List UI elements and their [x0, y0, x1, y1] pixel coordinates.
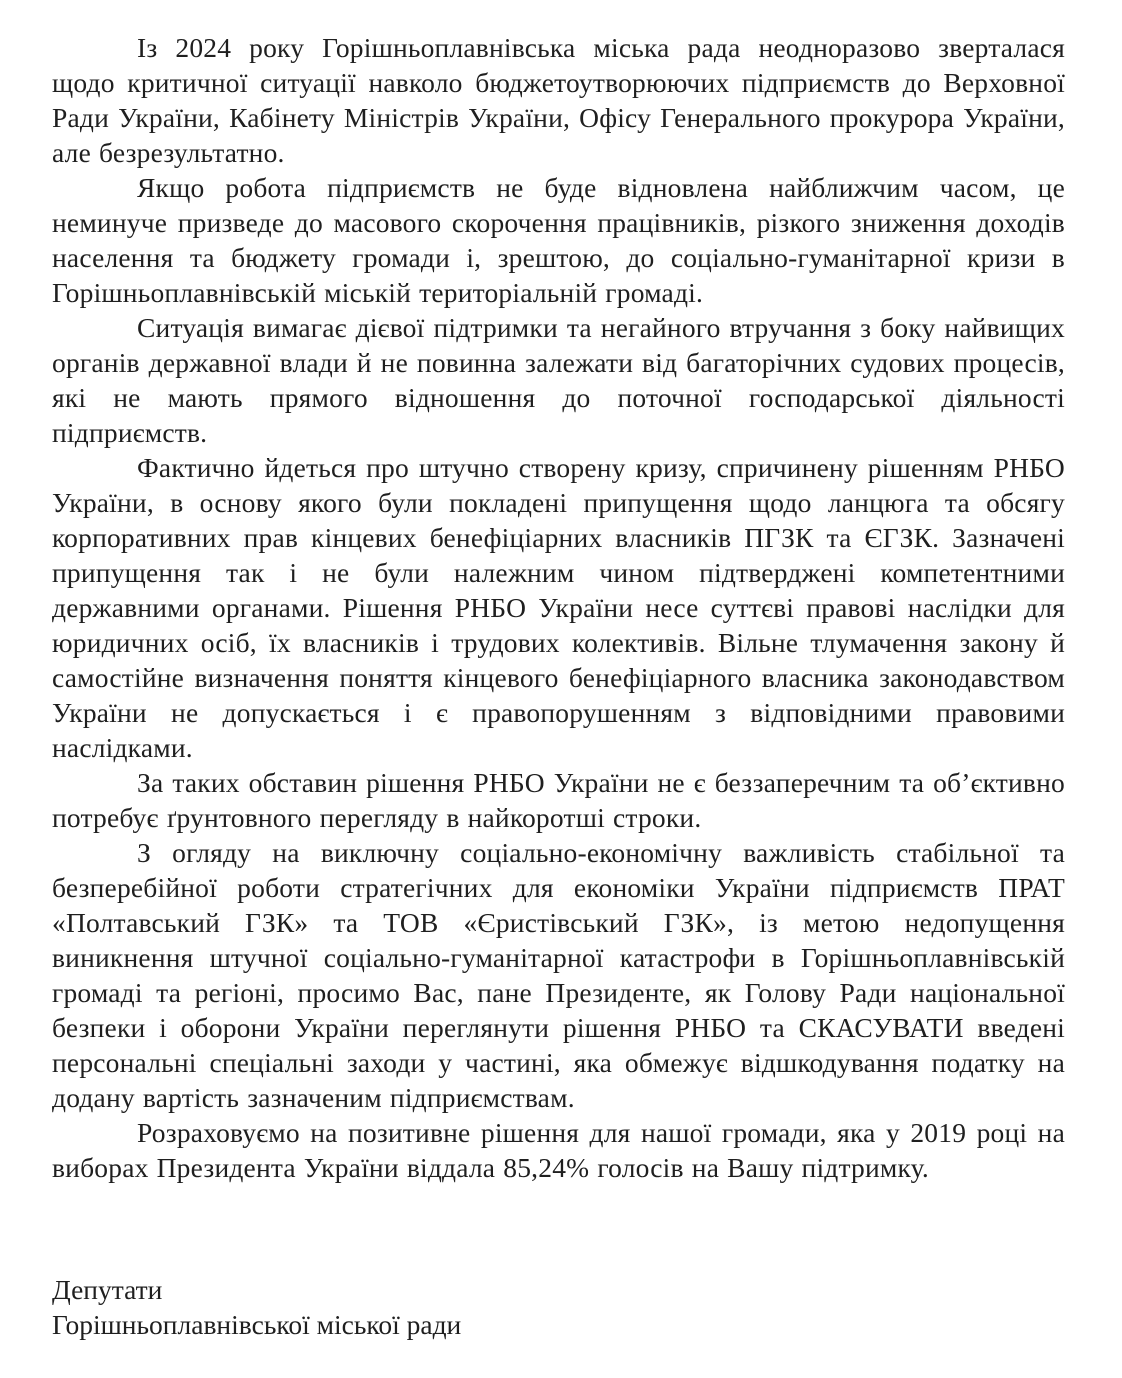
paragraph-intro-appeals: Із 2024 року Горішньоплавнівська міська рада неодноразово зверталася щодо критичної ситуації навколо бюджетоутворюючих підприємств до Верховної Ради України, Кабінету Міністрів України, Офісу Генерального прокурора України, але безрезультатно.: [52, 32, 1065, 168]
signature-organization: Горішньоплавнівської міської ради: [52, 1309, 462, 1340]
paragraph-artificial-crisis: Фактично йдеться про штучно створену кризу, спричинену рішенням РНБО України, в основу якого були покладені припущення щодо ланцюга та обсягу корпоративних прав кінцевих бенефіціарних власників ПГЗК та ЄГЗК. Зазначені припущення так і не були належним чином підтверджені компетентними державними органами. Рішення РНБО України несе суттєві правові наслідки для юридичних осіб, їх власників і трудових колективів. Вільне тлумачення закону й самостійне визначення поняття кінцевого бенефіціарного власника законодавством України не допускається і є правопорушенням з відповідними правовими наслідками.: [52, 452, 1065, 763]
paragraph-review-needed: За таких обставин рішення РНБО України не є беззаперечним та об’єктивно потребує ґрунтовного перегляду в найкоротші строки.: [52, 767, 1065, 833]
paragraph-closing-votes: Розраховуємо на позитивне рішення для нашої громади, яка у 2019 році на виборах Президента України віддала 85,24% голосів на Вашу підтримку.: [52, 1117, 1065, 1183]
letter-body: [52, 30, 1065, 1185]
paragraph-request-cancel: З огляду на виключну соціально-економічну важливість стабільної та безперебійної роботи стратегічних для економіки України підприємств ПРАТ «Полтавський ГЗК» та ТОВ «Єристівський ГЗК», із метою недопущення виникнення штучної соціально-гуманітарної катастрофи в Горішньоплавнівській громаді та регіоні, просимо Вас, пане Президенте, як Голову Ради національної безпеки і оборони України переглянути рішення РНБО та СКАСУВАТИ введені персональні спеціальні заходи у частині, яка обмежує відшкодування податку на додану вартість зазначеним підприємствам.: [52, 837, 1065, 1113]
paragraph-consequences: Якщо робота підприємств не буде відновлена найближчим часом, це неминуче призведе до масового скорочення працівників, різкого зниження доходів населення та бюджету громади і, зрештою, до соціально-гуманітарної кризи в Горішньоплавнівській міській територіальній громаді.: [52, 172, 1065, 308]
signature-role: Депутати: [52, 1274, 163, 1305]
paragraph-support-needed: Ситуація вимагає дієвої підтримки та негайного втручання з боку найвищих органів державної влади й не повинна залежати від багаторічних судових процесів, які не мають прямого відношення до поточної господарської діяльності підприємств.: [52, 312, 1065, 448]
signature-block: [52, 1272, 461, 1342]
